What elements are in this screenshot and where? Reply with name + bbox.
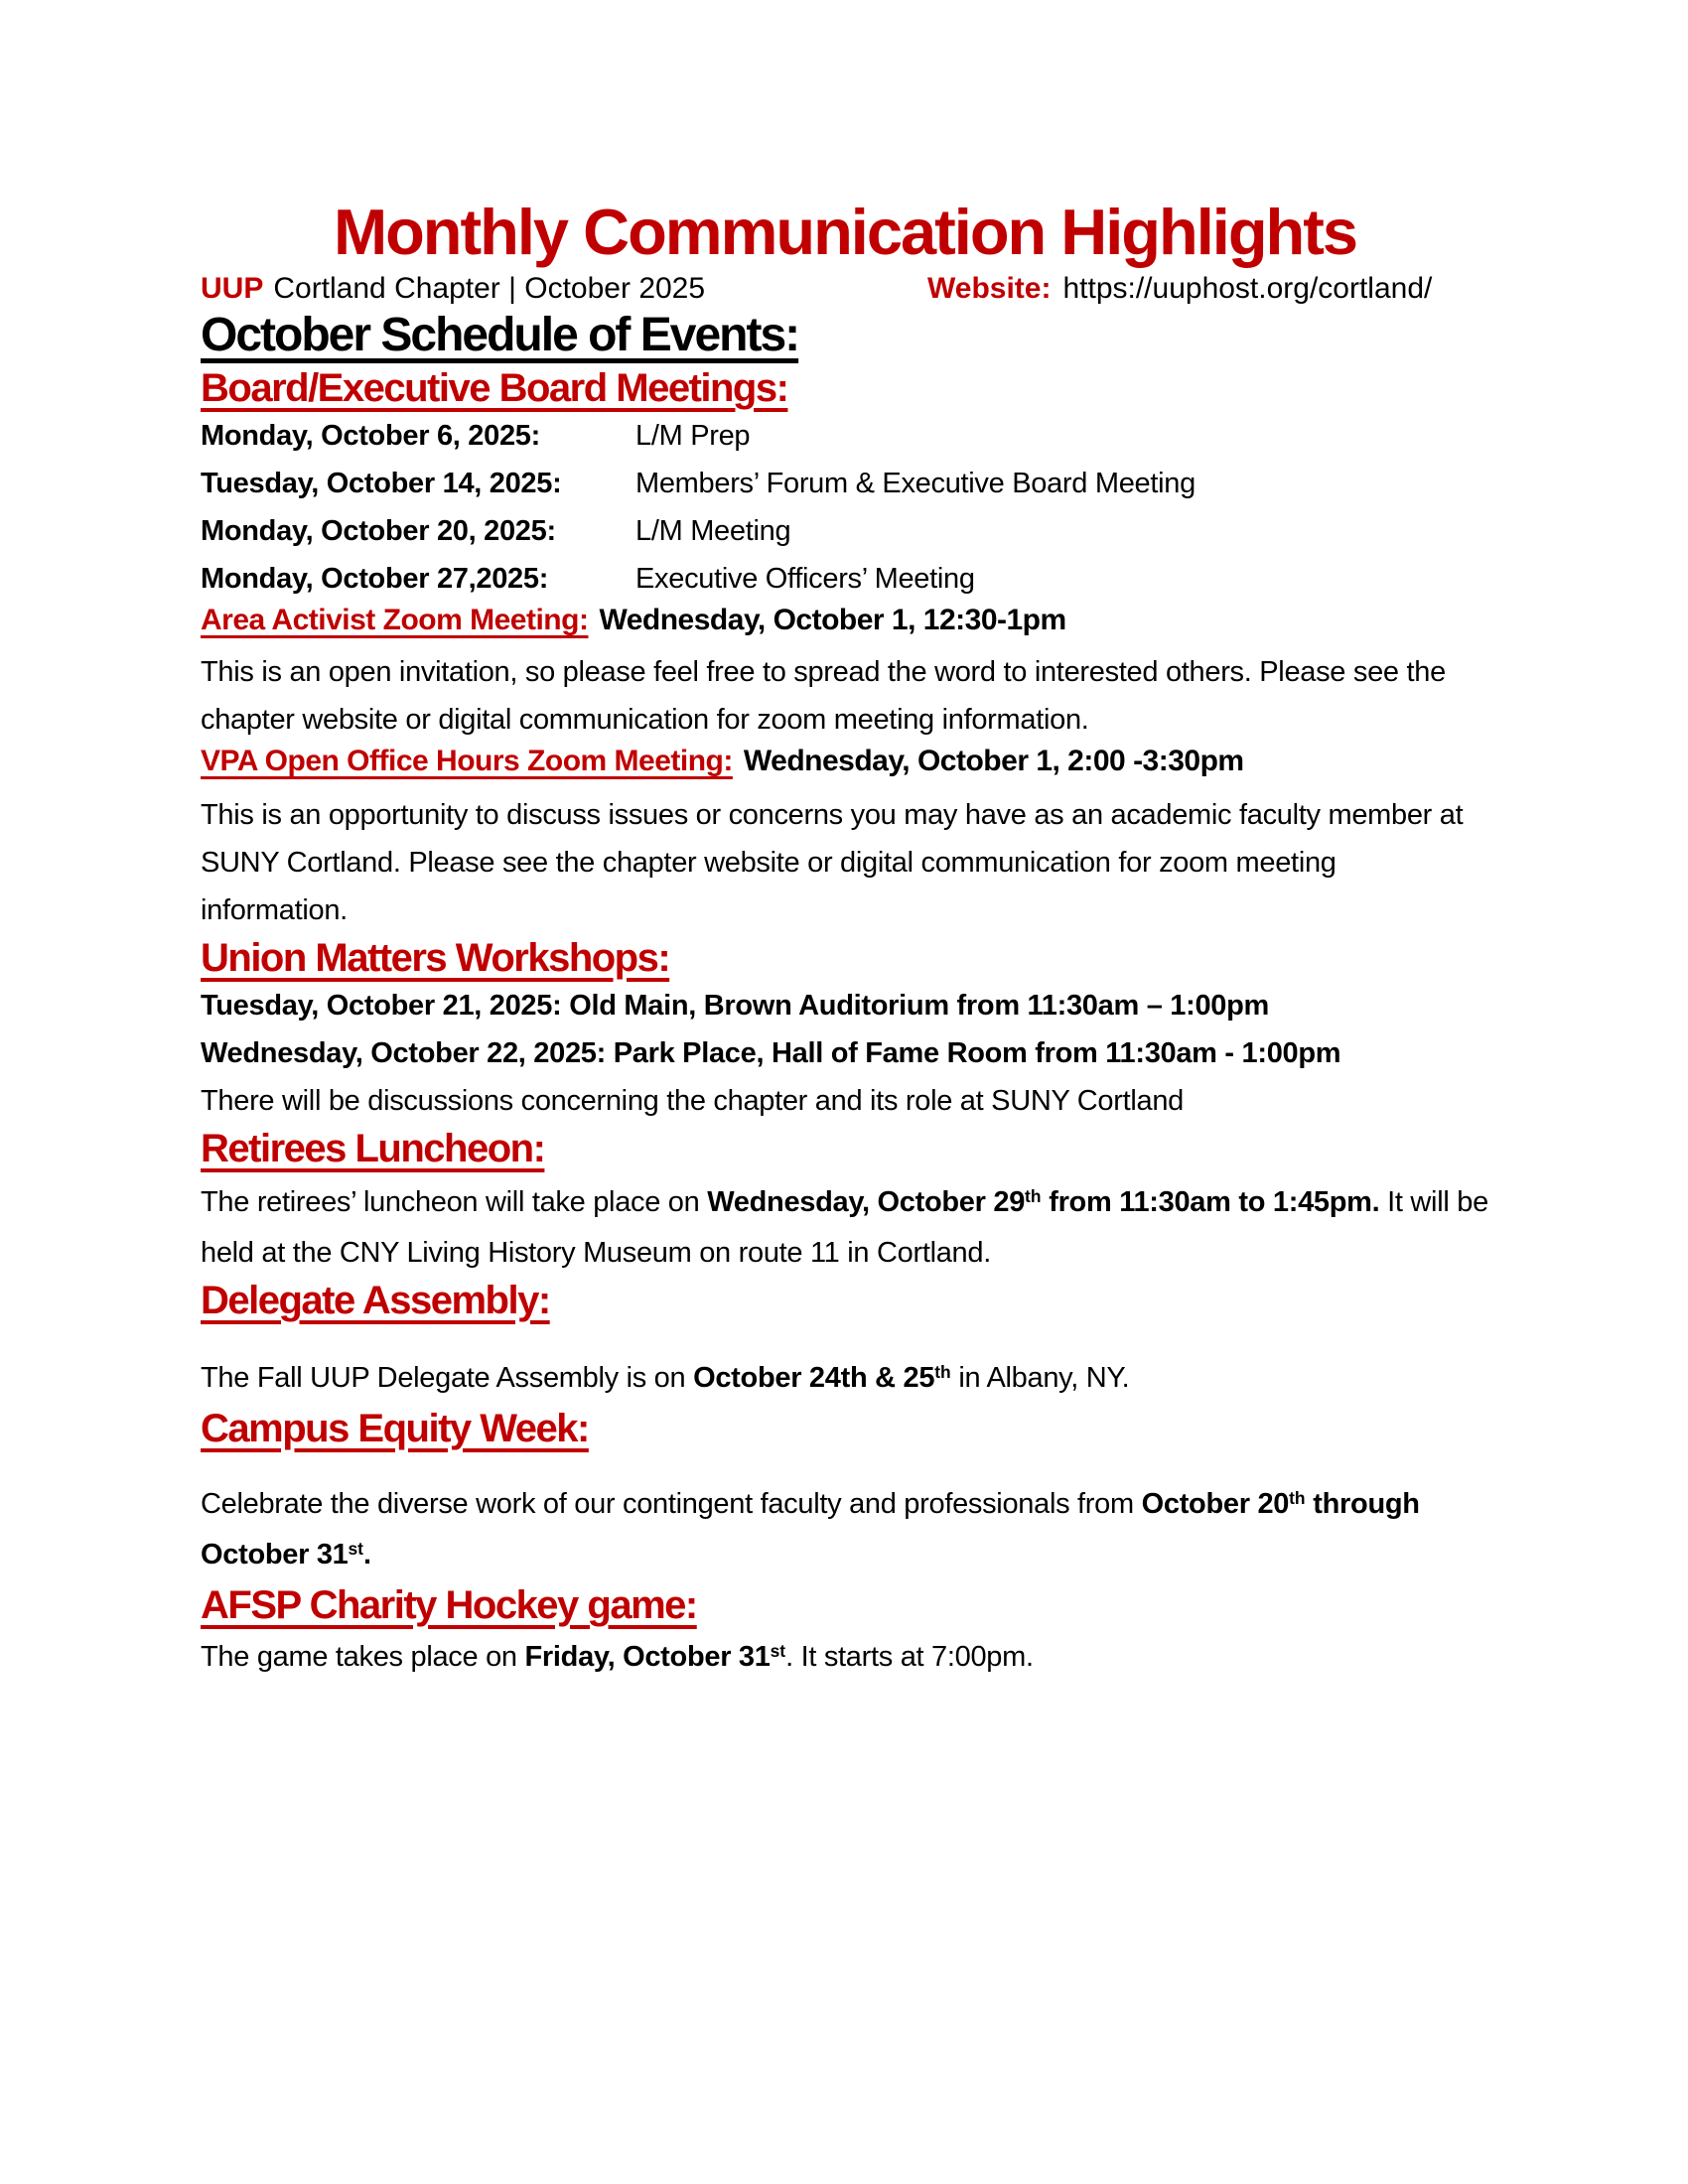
hockey-date: Friday, October 31 <box>524 1641 771 1673</box>
retirees-body <box>201 1178 1489 1277</box>
website-url: https://uuphost.org/cortland/ <box>1062 272 1433 305</box>
retirees-luncheon-heading: Retirees Luncheon: <box>201 1127 545 1170</box>
union-session: Tuesday, October 21, 2025: Old Main, Brown Auditorium from 11:30am – 1:00pm <box>201 990 1270 1022</box>
hockey-game-heading: AFSP Charity Hockey game: <box>201 1583 697 1627</box>
meeting-event: L/M Prep <box>635 420 751 452</box>
retirees-lead: The retirees’ luncheon will take place on <box>201 1186 708 1218</box>
meeting-row <box>201 507 1489 555</box>
union-sessions <box>201 982 1489 1125</box>
hockey-lead: The game takes place on <box>201 1641 525 1673</box>
retirees-date-suffix: th <box>1025 1186 1042 1207</box>
website-label: Website: <box>927 272 1052 305</box>
page-title: Monthly Communication Highlights <box>333 196 1357 268</box>
delegate-date-suffix: th <box>934 1362 951 1383</box>
meeting-event: L/M Meeting <box>635 515 791 547</box>
org-name: Cortland Chapter | October 2025 <box>273 272 706 305</box>
area-activist-datetime: Wednesday, October 1, 12:30-1pm <box>599 604 1066 636</box>
board-meetings-heading: Board/Executive Board Meetings: <box>201 366 788 410</box>
board-meetings-list <box>201 412 1489 603</box>
subtitle <box>201 271 1489 307</box>
meeting-event: Members’ Forum & Executive Board Meeting <box>635 468 1196 499</box>
equity-period: . <box>362 1539 371 1570</box>
delegate-date: October 24th & 25 <box>693 1362 935 1394</box>
schedule-heading: October Schedule of Events: <box>201 309 799 361</box>
equity-date-start-suffix: th <box>1289 1488 1306 1509</box>
delegate-body <box>201 1354 1489 1405</box>
vpa-body: This is an opportunity to discuss issues or concerns you may have as an academic faculty member at SUNY Cortland. Please see the chapter website or digital communication for zoom meeting information. <box>201 799 1464 926</box>
equity-date-start: October 20 <box>1141 1488 1290 1520</box>
area-activist-heading <box>201 603 1489 638</box>
union-workshops-heading: Union Matters Workshops: <box>201 936 670 980</box>
area-activist-heading-label: Area Activist Zoom Meeting: <box>201 604 589 636</box>
vpa-heading-label: VPA Open Office Hours Zoom Meeting: <box>201 745 733 777</box>
vpa-datetime: Wednesday, October 1, 2:00 -3:30pm <box>743 745 1244 777</box>
meeting-date: Tuesday, October 14, 2025: <box>201 468 562 499</box>
meeting-date: Monday, October 27,2025: <box>201 563 549 595</box>
meeting-event: Executive Officers’ Meeting <box>635 563 975 595</box>
campus-equity-body <box>201 1480 1489 1581</box>
hockey-rest: . It starts at 7:00pm. <box>785 1641 1034 1673</box>
meeting-date: Monday, October 20, 2025: <box>201 515 556 547</box>
retirees-rest: It will be held at the CNY Living History Museum on route 11 in Cortland. <box>201 1186 1488 1269</box>
equity-lead: Celebrate the diverse work of our contingent faculty and professionals from <box>201 1488 1142 1520</box>
meeting-date: Monday, October 6, 2025: <box>201 420 540 452</box>
delegate-lead: The Fall UUP Delegate Assembly is on <box>201 1362 694 1394</box>
delegate-rest: in Albany, NY. <box>950 1362 1130 1394</box>
union-note: There will be discussions concerning the chapter and its role at SUNY Cortland <box>201 1085 1184 1117</box>
vpa-heading <box>201 744 1489 779</box>
hockey-date-suffix: st <box>770 1641 786 1662</box>
campus-equity-heading: Campus Equity Week: <box>201 1407 589 1450</box>
equity-date-end: through October 31 <box>201 1488 1420 1570</box>
retirees-time: from 11:30am to 1:45pm. <box>1041 1186 1380 1218</box>
meeting-row <box>201 460 1489 507</box>
org-abbrev: UUP <box>201 272 264 305</box>
meeting-row <box>201 412 1489 460</box>
hockey-body <box>201 1633 1489 1684</box>
equity-date-end-suffix: st <box>348 1539 363 1560</box>
area-activist-body: This is an open invitation, so please feel free to spread the word to interested others. Please see the chapter website or digital communication for zoom meeting information. <box>201 656 1446 736</box>
delegate-assembly-heading: Delegate Assembly: <box>201 1279 550 1322</box>
union-session: Wednesday, October 22, 2025: Park Place, Hall of Fame Room from 11:30am - 1:00pm <box>201 1037 1341 1069</box>
retirees-date: Wednesday, October 29 <box>707 1186 1026 1218</box>
website-group <box>927 271 1432 307</box>
meeting-row <box>201 555 1489 603</box>
